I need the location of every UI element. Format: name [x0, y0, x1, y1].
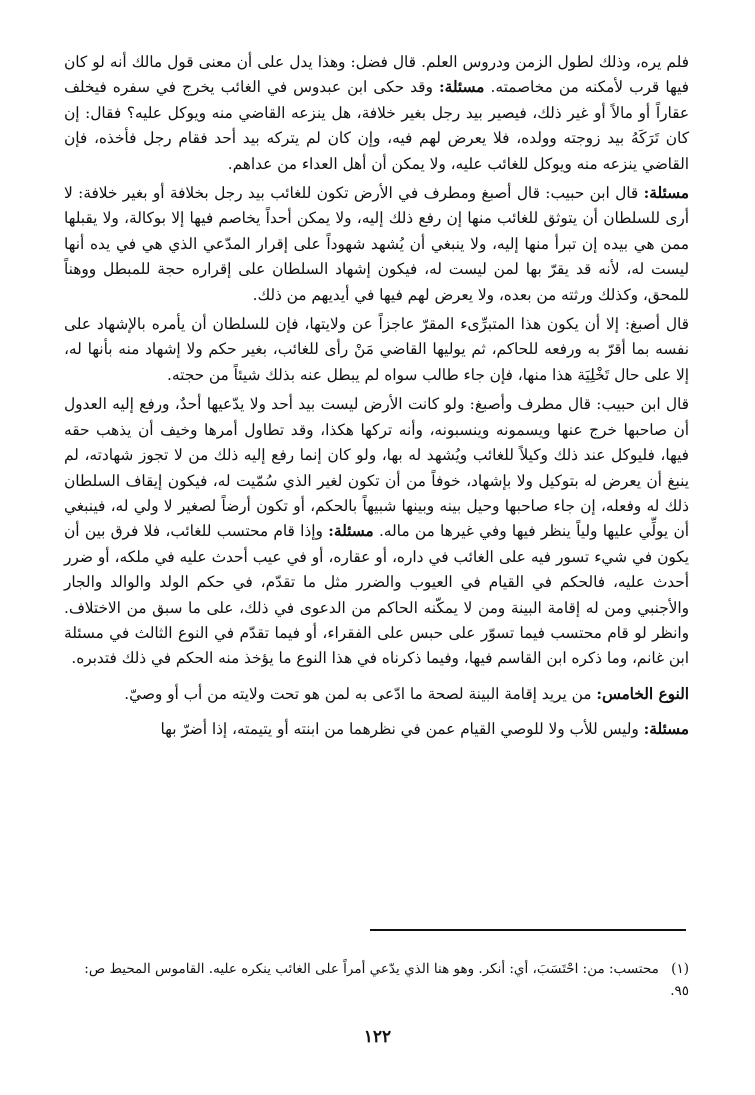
- paragraph-4: قال ابن حبيب: قال مطرف وأصبغ: ولو كانت الأرض ليست بيد أحد ولا يدّعيها أحدٌ، ورفع إليه العدول أن صاحبها خرج عنها ويسمونه وينسبونه، وأنه تركها هكذا، وقد تطاول أمرها وخيف أن يذهب حقه فيها، فليوكل عند ذلك وكيلاً للغائب ويُشهد له بها، ولو كان إنما رفع إليه ذلك من لا تجوز شهادته، لم ينبغ أن يعرض له بتوكيل ولا بإشهاد، خوفاً من أن تكون لغير الذي سُمّيت له، فيكون إيقاف السلطان ذلك له وفعله، إن جاء صاحبها وحيل بينه وبينها شبيهاً بالحكم، أو تكون أرضاً لصغير لا ولي له، فينبغي أن يولِّي عليها ولياً ينظر فيها وفي غيرها من ماله. مسئلة: وإذا قام محتسب للغائب، فلا فرق بين أن يكون في شيء تسور فيه على الغائب في داره، أو عقاره، أو في عيب أحدث عليه في ملكه، أو ضرر أحدث عليه، فالحكم في القيام في العيوب والضرر مثل ما تقدّم، في حكم الولد والوالد والجار والأجنبي ومن له إقامة البينة ومن لا يمكّنه الحاكم من الدعوى في ذلك، على ما سبق من الاختلاف. وانظر لو قام محتسب فيما تسوّر على حبس على الفقراء، أو فيما تقدّم في النوع الثالث في مسئلة ابن غانم، وما ذكره ابن القاسم فيها، وفيما ذكرناه في هذا النوع ما يؤخذ منه الحكم في ذلك فتدبره.: [64, 395, 689, 668]
- paragraph-1: فلم يره، وذلك لطول الزمن ودروس العلم. قال فضل: وهذا يدل على أن معنى قول مالك أنه لو كان فيها قرب لأمكنه من مخاصمته. مسئلة: وقد حكى ابن عبدوس في الغائب يخرج في سفره فيخلف عقاراً أو مالاً أو غير ذلك، فيصير بيد رجل بغير خلافة، هل ينزعه القاضي منه ويوكل عليه؟ فقال: إن كان تَرَكَهُ بيد زوجته وولده، فلا يعرض لهم فيه، وإن كان لم يتركه بيد أحد فقام رجل فأخذه، فإن القاضي ينزعه منه ويوكل للغائب عليه، ولا يمكن أن أهل العداء من عداهم.: [64, 53, 689, 173]
- footnote: [64, 958, 689, 1002]
- issue-heading: مسئلة:: [328, 522, 374, 541]
- main-text: [64, 50, 689, 743]
- section-heading: النوع الخامس:: [596, 684, 689, 703]
- issue-heading: مسئلة:: [643, 184, 689, 203]
- paragraph-2: مسئلة: قال ابن حبيب: قال أصبغ ومطرف في الأرض تكون للغائب بيد رجل بخلافة أو بغير خلافة: لا أرى للسلطان أن يتوثق للغائب منها إن رفع ذلك إليه، ولا يمكن أحداً يخاصم فيها إلا بوكالة، ولا يقبلها ممن هي بيده إن تبرأ منها إليه، ولا ينبغي أن يُشهد شهوداً على إقرار المدّعي الذي هي في يده أنها ليست له، لأنه قد يقرّ بها لمن ليست له، فيكون إشهاد السلطان على إقراره حجة للمبطل ووهناً للمحق، وكذلك ورثته من بعده، ولا يعرض لهم فيها في أيديهم من ذلك.: [64, 184, 689, 304]
- footnote-divider: [370, 929, 686, 931]
- paragraph-6: مسئلة: وليس للأب ولا للوصي القيام عمن في نظرهما من ابنته أو يتيمته، إذا أضرّ بها: [160, 720, 689, 739]
- footnote-marker: (١): [671, 961, 689, 977]
- page-number: ١٢٢: [363, 1027, 392, 1047]
- issue-heading: مسئلة:: [439, 78, 485, 97]
- issue-heading: مسئلة:: [643, 720, 689, 739]
- footnote-text: محتسب: من: احْتَسَبَ، أي: أنكر. وهو هنا الذي يدّعي أمراً على الغائب ينكره عليه. القاموس المحيط ص: ٩٥.: [84, 961, 689, 999]
- paragraph-5: النوع الخامس: من يريد إقامة البينة لصحة ما ادّعى به لمن هو تحت ولايته من أب أو وصيّ.: [124, 684, 689, 703]
- paragraph-3: قال أصبغ: إلا أن يكون هذا المتبرِّىء المقرّ عاجزاً عن ولايتها، فإن للسلطان أن يأمره بالإشهاد على نفسه بما أقرّ به ورفعه للحاكم، ثم يوليها القاضي مَنْ رأى للغائب، بغير حكم ولا إشهاد منه بأنها له، إلا على حال تَخْلِيَة هذا منها، فإن جاء طالب سواه لم يبطل عنه بذلك شيئاً من حجته.: [64, 315, 689, 384]
